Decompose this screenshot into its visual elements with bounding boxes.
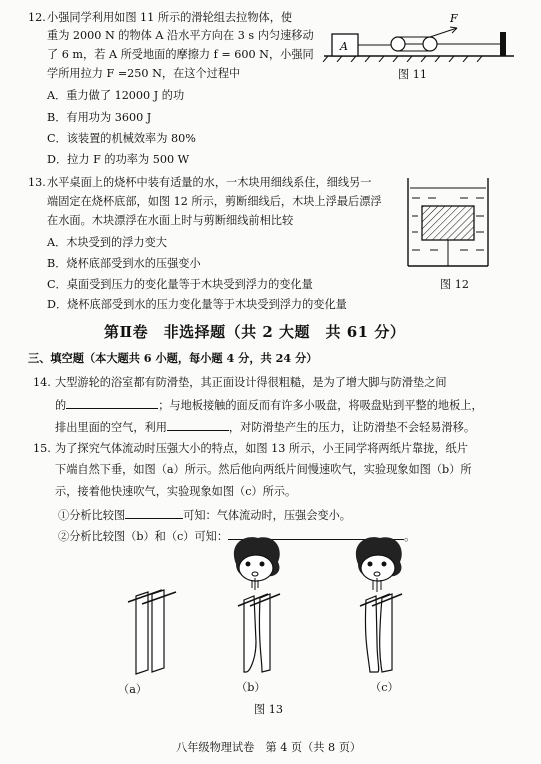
figure-13a-papers (118, 588, 180, 680)
figure-12-caption: 图 12 (440, 278, 469, 291)
q13-option-a: A．木块受到的浮力变大 (47, 236, 167, 249)
q14-line-2-start: 的 (55, 399, 67, 412)
q13-line-2: 端固定在烧杯底部，如图 12 所示，剪断细线后，木块上浮最后漂浮 (47, 195, 382, 208)
q15-subq-1-end: 可知：气体流动时，压强会变小。 (183, 509, 351, 522)
figure-13c-fast-blow (344, 534, 410, 674)
q12-option-b: B．有用功为 3600 J (47, 111, 152, 124)
q13-number: 13. (28, 176, 46, 189)
q14-line-2-end: ；与地板接触的面反而有许多小吸盘，将吸盘贴到平整的地板上， (158, 399, 483, 412)
q15-subq-1 (58, 507, 351, 523)
q12-line-1: 小强同学利用如图 11 所示的滑轮组去拉物体，使 (47, 11, 293, 24)
q14-line-1: 大型游轮的浴室都有防滑垫，其正面设计得很粗糙，是为了增大脚与防滑垫之间 (55, 376, 447, 389)
figure-11-caption: 图 11 (398, 68, 427, 81)
figure-11-label-a: A (340, 40, 348, 53)
q13-option-b: B．烧杯底部受到水的压强变小 (47, 257, 201, 270)
q15-number: 15. (33, 442, 51, 455)
q12-option-c: C．该装置的机械效率为 80% (47, 132, 196, 145)
figure-13b-slow-blow (222, 534, 288, 674)
q13-line-1: 水平桌面上的烧杯中装有适量的水，一木块用细线系住，细线另一 (47, 176, 372, 189)
q12-line-4: 学所用拉力 F =250 N，在这个过程中 (47, 67, 241, 80)
q12-line-2: 重为 2000 N 的物体 A 沿水平方向在 3 s 内匀速移动 (47, 29, 314, 42)
q12-number: 12. (28, 11, 46, 24)
q15-line-2: 下端自然下垂，如图（a）所示。然后他向两纸片间慢速吹气，实验现象如图（b）所 (55, 463, 472, 476)
q15-subq-2-start: ②分析比较图（b）和（c）可知： (58, 530, 229, 543)
figure-13b-label: （b） (236, 681, 266, 694)
q12-option-a: A．重力做了 12000 J 的功 (47, 89, 185, 102)
q13-line-3: 在水面。木块漂浮在水面上时与剪断细线前相比较 (47, 214, 294, 227)
q15-blank-1[interactable] (125, 507, 183, 519)
q14-line-3-end: ，对防滑垫产生的压力，让防滑垫不会轻易滑移。 (228, 421, 476, 434)
q13-option-d: D．烧杯底部受到水的压力变化量等于木块受到浮力的变化量 (47, 298, 347, 311)
figure-11-pulley-diagram (322, 8, 518, 62)
page-footer: 八年级物理试卷 第 4 页（共 8 页） (176, 741, 362, 754)
q13-option-c: C．桌面受到压力的变化量等于木块受到浮力的变化量 (47, 278, 313, 291)
q15-line-3: 示，接着他快速吹气，实验现象如图（c）所示。 (55, 485, 297, 498)
section-2-title: 第Ⅱ卷 非选择题（共 2 大题 共 61 分） (104, 323, 406, 341)
q12-option-d: D．拉力 F 的功率为 500 W (47, 153, 190, 166)
figure-13-caption: 图 13 (254, 703, 283, 716)
figure-13c-label: （c） (370, 681, 399, 694)
q14-line-2 (55, 397, 483, 413)
part-3-heading: 三、填空题（本大题共 6 小题，每小题 4 分，共 24 分） (28, 351, 318, 365)
q14-blank-1[interactable] (66, 397, 158, 409)
q14-number: 14. (33, 376, 51, 389)
q15-subq-1-start: ①分析比较图 (58, 509, 126, 522)
figure-11-label-f: F (450, 12, 458, 25)
q12-line-3: 了 6 m，若 A 所受地面的摩擦力 f = 600 N，小强同 (47, 48, 314, 61)
q14-blank-2[interactable] (167, 419, 229, 431)
q14-line-3 (55, 419, 475, 435)
q15-line-1: 为了探究气体流动时压强大小的特点，如图 13 所示，小王同学将两纸片靠拢，纸片 (55, 442, 468, 455)
figure-12-beaker-diagram (404, 176, 494, 272)
q14-line-3-start: 排出里面的空气，利用 (55, 421, 167, 434)
q15-subq-2-end: 。 (404, 530, 416, 543)
figure-13a-label: （a） (118, 683, 148, 696)
